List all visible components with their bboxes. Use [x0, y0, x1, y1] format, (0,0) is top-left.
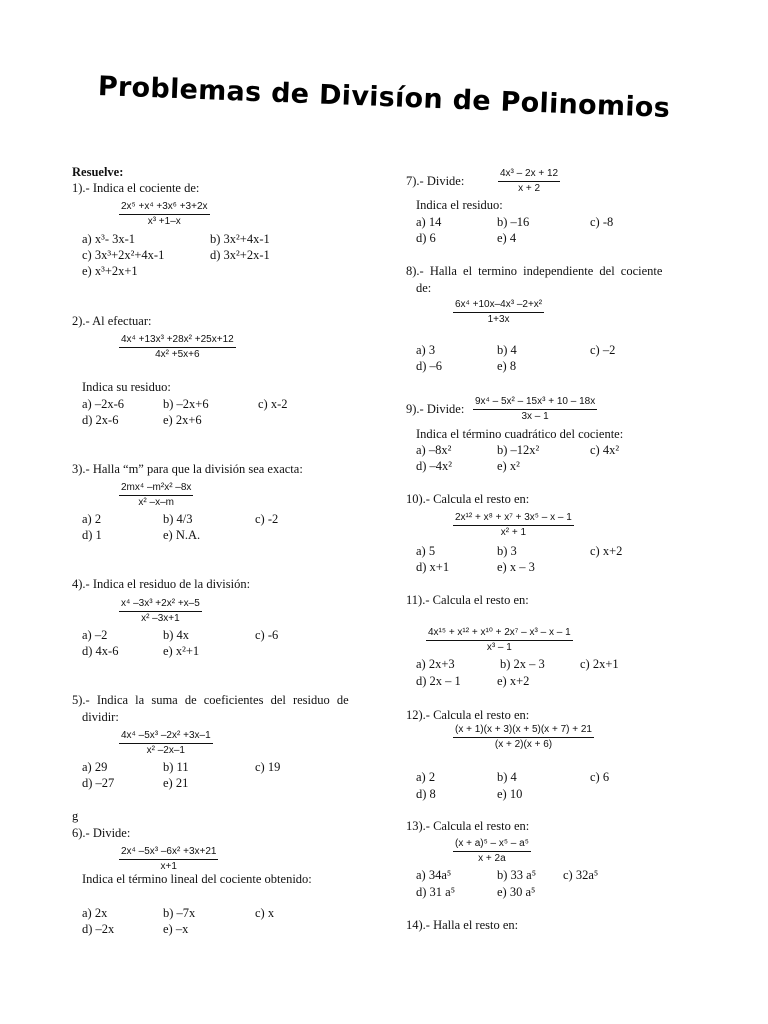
- option: d) 6: [416, 231, 436, 245]
- option: e) x – 3: [497, 560, 535, 574]
- option: e) x³+2x+1: [82, 264, 138, 278]
- option: c) 2x+1: [580, 657, 619, 671]
- option: b) 4: [497, 343, 517, 357]
- question-7: 7).- Divide:: [406, 174, 465, 188]
- question-6: 6).- Divide:: [72, 826, 131, 840]
- question-8: 8).- Halla el termino independiente del cociente: [406, 264, 663, 278]
- option: b) –2x+6: [163, 397, 209, 411]
- numerator: 6x⁴ +10x–4x³ –2+x²: [453, 299, 544, 313]
- option: a) –2x-6: [82, 397, 124, 411]
- denominator: x² –2x–1: [146, 745, 185, 756]
- option: d) 31 a⁵: [416, 885, 456, 899]
- option: b) 3x²+4x-1: [210, 232, 270, 246]
- instructions-label: Resuelve:: [72, 165, 124, 179]
- option: d) 2x – 1: [416, 674, 461, 688]
- option: e) x²: [497, 459, 520, 473]
- numerator: x⁴ –3x³ +2x² +x–5: [119, 598, 202, 612]
- option: c) 4x²: [590, 443, 620, 457]
- stray-character: g: [72, 809, 79, 823]
- option: c) -8: [590, 215, 614, 229]
- option: a) 5: [416, 544, 436, 558]
- option: a) 2x+3: [416, 657, 455, 671]
- option: c) 3x³+2x²+4x-1: [82, 248, 165, 262]
- option: e) –x: [163, 922, 189, 936]
- denominator: x+1: [160, 861, 177, 872]
- question-4-fraction: [119, 598, 202, 625]
- numerator: 2x⁵ +x⁴ +3x⁶ +3+2x: [119, 201, 210, 215]
- option: e) x+2: [497, 674, 530, 688]
- option: d) 2x-6: [82, 413, 119, 427]
- question-8-continuation: de:: [416, 281, 432, 295]
- option: d) x+1: [416, 560, 450, 574]
- option: c) x-2: [258, 397, 288, 411]
- option: a) 2: [82, 512, 102, 526]
- question-7-fraction: [498, 168, 560, 195]
- option: b) 33 a⁵: [497, 868, 537, 882]
- option: d) –6: [416, 359, 443, 373]
- option: e) 21: [163, 776, 189, 790]
- numerator: (x + a)⁵ – x⁵ – a⁵: [453, 838, 531, 852]
- option: a) –8x²: [416, 443, 452, 457]
- option: b) –16: [497, 215, 530, 229]
- option: b) 11: [163, 760, 189, 774]
- option: e) 10: [497, 787, 523, 801]
- option: e) x²+1: [163, 644, 200, 658]
- numerator: 9x⁴ – 5x² – 15x³ + 10 – 18x: [473, 396, 597, 410]
- option: d) –4x²: [416, 459, 453, 473]
- question-9: 9).- Divide:: [406, 402, 465, 416]
- option: c) 6: [590, 770, 610, 784]
- option: c) 32a⁵: [563, 868, 599, 882]
- numerator: 2mx⁴ –m²x² –8x: [119, 482, 193, 496]
- question-3: 3).- Halla “m” para que la división sea exacta:: [72, 462, 303, 476]
- question-11: 11).- Calcula el resto en:: [406, 593, 529, 607]
- option: c) -2: [255, 512, 279, 526]
- question-10-fraction: [453, 512, 574, 539]
- denominator: 3x – 1: [521, 411, 549, 422]
- denominator: x + 2a: [478, 853, 506, 864]
- numerator: 2x⁴ –5x³ –6x² +3x+21: [119, 846, 218, 860]
- numerator: 4x⁴ +13x³ +28x² +25x+12: [119, 334, 236, 348]
- question-7-subprompt: Indica el residuo:: [416, 198, 503, 212]
- denominator: 4x² +5x+6: [155, 349, 200, 360]
- question-13: 13).- Calcula el resto en:: [406, 819, 530, 833]
- option: e) 8: [497, 359, 517, 373]
- numerator: 2x¹² + x⁸ + x⁷ + 3x⁵ – x – 1: [453, 512, 574, 526]
- option: e) 2x+6: [163, 413, 202, 427]
- option: d) 3x²+2x-1: [210, 248, 270, 262]
- denominator: 1+3x: [487, 314, 510, 325]
- option: b) 4/3: [163, 512, 193, 526]
- option: e) 30 a⁵: [497, 885, 536, 899]
- question-1: 1).- Indica el cociente de:: [72, 181, 200, 195]
- option: c) –2: [590, 343, 616, 357]
- question-12: 12).- Calcula el resto en:: [406, 708, 530, 722]
- option: d) –27: [82, 776, 115, 790]
- question-2-fraction: [119, 334, 236, 361]
- option: a) 14: [416, 215, 442, 229]
- numerator: 4x³ – 2x + 12: [498, 168, 560, 182]
- numerator: 4x⁴ –5x³ –2x² +3x–1: [119, 730, 213, 744]
- option: c) 19: [255, 760, 281, 774]
- question-11-fraction: [426, 627, 573, 654]
- option: c) x: [255, 906, 275, 920]
- question-8-fraction: [453, 299, 544, 326]
- denominator: x² + 1: [500, 527, 527, 538]
- option: b) 2x – 3: [500, 657, 545, 671]
- option: a) 34a⁵: [416, 868, 452, 882]
- numerator: 4x¹⁵ + x¹² + x¹⁰ + 2x⁷ – x³ – x – 1: [426, 627, 573, 641]
- question-6-fraction: [119, 846, 218, 873]
- option: a) x³- 3x-1: [82, 232, 136, 246]
- option: b) 4: [497, 770, 517, 784]
- question-2-subprompt: Indica su residuo:: [82, 380, 171, 394]
- option: d) –2x: [82, 922, 115, 936]
- denominator: (x + 2)(x + 6): [494, 739, 553, 750]
- numerator: (x + 1)(x + 3)(x + 5)(x + 7) + 21: [453, 724, 594, 738]
- option: b) 4x: [163, 628, 190, 642]
- option: a) 3: [416, 343, 436, 357]
- denominator: x² –3x+1: [141, 613, 180, 624]
- option: d) 8: [416, 787, 436, 801]
- question-10: 10).- Calcula el resto en:: [406, 492, 530, 506]
- option: b) –7x: [163, 906, 196, 920]
- denominator: x³ +1–x: [147, 216, 181, 227]
- question-4: 4).- Indica el residuo de la división:: [72, 577, 251, 591]
- question-6-subprompt: Indica el término lineal del cociente obtenido:: [82, 872, 312, 886]
- question-9-subprompt: Indica el término cuadrático del cociente:: [416, 427, 624, 441]
- question-5-fraction: [119, 730, 213, 757]
- option: a) –2: [82, 628, 108, 642]
- question-9-fraction: [473, 396, 597, 423]
- question-5: 5).- Indica la suma de coeficientes del residuo de: [72, 693, 349, 707]
- page-title: Problemas de Divisíon de Polinomios: [97, 71, 671, 124]
- question-14: 14).- Halla el resto en:: [406, 918, 519, 932]
- question-13-fraction: [453, 838, 531, 865]
- denominator: x² –x–m: [138, 497, 174, 508]
- option: c) x+2: [590, 544, 623, 558]
- option: b) 3: [497, 544, 517, 558]
- denominator: x + 2: [518, 183, 541, 194]
- option: a) 29: [82, 760, 108, 774]
- option: e) 4: [497, 231, 517, 245]
- question-2: 2).- Al efectuar:: [72, 314, 152, 328]
- question-1-fraction: [119, 201, 210, 228]
- question-12-fraction: [453, 724, 594, 751]
- option: a) 2: [416, 770, 436, 784]
- option: a) 2x: [82, 906, 108, 920]
- option: c) -6: [255, 628, 279, 642]
- denominator: x³ – 1: [486, 642, 512, 653]
- option: d) 4x-6: [82, 644, 119, 658]
- question-3-fraction: [119, 482, 193, 509]
- option: e) N.A.: [163, 528, 201, 542]
- question-5-continuation: dividir:: [82, 710, 119, 724]
- option: b) –12x²: [497, 443, 540, 457]
- option: d) 1: [82, 528, 102, 542]
